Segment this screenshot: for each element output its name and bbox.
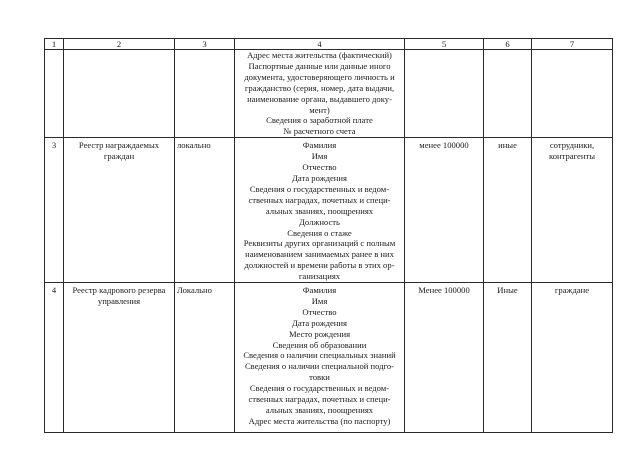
- row-4-number: 4: [45, 283, 64, 433]
- header-cell-3: 3: [175, 39, 235, 50]
- continuation-cell-1: [45, 50, 64, 138]
- text-line: Имя: [311, 151, 328, 162]
- text-line: управления: [97, 295, 141, 306]
- row-3-subjects: [532, 138, 613, 283]
- text-line: ганизациях: [298, 271, 341, 282]
- text-line: Отчество: [302, 162, 337, 173]
- row-4-data-fields: [235, 283, 405, 433]
- text-line: Имя: [311, 295, 328, 306]
- row-4-subject-count: Менее 100000: [405, 283, 484, 433]
- row-3-data-fields: [235, 138, 405, 283]
- text-line: Место рождения: [288, 328, 351, 339]
- text-line: ственных наградах, почетных и специ-: [248, 194, 391, 205]
- text-line: Сведения о государственных и ведом-: [249, 183, 390, 194]
- text-line: Дата рождения: [292, 172, 347, 183]
- row-4-subjects: [532, 283, 613, 433]
- row-3-category: иные: [484, 138, 532, 283]
- text-line: граждан: [103, 151, 135, 162]
- header-cell-6: 6: [484, 39, 532, 50]
- text-line: наименованием занимаемых ранее в них: [245, 249, 394, 260]
- text-line: Дата рождения: [292, 317, 347, 328]
- text-line: ственных наградах, почетных и специ-: [248, 394, 391, 405]
- text-line: Реестр кадрового резерва: [72, 285, 166, 296]
- text-line: Должность: [299, 216, 340, 227]
- text-line: товки: [309, 372, 330, 383]
- text-line: № расчетного счета: [283, 126, 356, 137]
- header-cell-1: 1: [45, 39, 64, 50]
- text-line: сотрудники,: [549, 140, 595, 151]
- text-line: Фамилия: [302, 140, 337, 151]
- text-line: Реестр награждаемых: [78, 140, 160, 151]
- text-line: документа, удостоверяющего личность и: [244, 71, 395, 82]
- row-3-subject-count: менее 100000: [405, 138, 484, 283]
- header-cell-2: 2: [64, 39, 175, 50]
- row-4-registry-name: [64, 283, 175, 433]
- continuation-cell-6: [484, 50, 532, 138]
- continuation-cell-2: [64, 50, 175, 138]
- header-cell-4: 4: [235, 39, 405, 50]
- text-line: Фамилия: [302, 285, 337, 296]
- text-line: Адрес места жительства (фактический): [247, 50, 392, 60]
- text-line: Сведения об образовании: [272, 339, 367, 350]
- text-line: должностей и времени работы в этих ор-: [244, 260, 395, 271]
- text-line: Реквизиты других организаций с полным: [243, 238, 396, 249]
- text-line: гражданство (серия, номер, дата выдачи,: [244, 82, 395, 93]
- row-4-category: Иные: [484, 283, 532, 433]
- text-line: Адрес места жительства (по паспорту): [248, 415, 391, 426]
- text-line: Сведения о наличии специальной подго-: [244, 361, 395, 372]
- table-row-3: [45, 138, 613, 283]
- column-number-header-row: [45, 39, 613, 50]
- continuation-cell-7: [532, 50, 613, 138]
- data-registry-table: [44, 38, 613, 433]
- row-3-registry-name: [64, 138, 175, 283]
- text-line: альных званиях, поощрениях: [265, 405, 374, 415]
- row-3-processing: локально: [175, 138, 235, 283]
- text-line: Отчество: [302, 306, 337, 317]
- continuation-data-fields: [235, 50, 405, 138]
- table-row-continuation: [45, 50, 613, 138]
- header-cell-7: 7: [532, 39, 613, 50]
- continuation-cell-5: [405, 50, 484, 138]
- header-cell-5: 5: [405, 39, 484, 50]
- text-line: Сведения о государственных и ведом-: [249, 383, 390, 394]
- text-line: мент): [309, 104, 330, 115]
- text-line: наименование органа, выдавшего доку-: [247, 93, 392, 104]
- text-line: контрагенты: [549, 151, 595, 162]
- continuation-cell-3: [175, 50, 235, 138]
- row-3-number: 3: [45, 138, 64, 283]
- text-line: Сведения о стаже: [287, 227, 352, 238]
- text-line: Сведения о заработной плате: [266, 115, 373, 126]
- text-line: граждане: [554, 285, 590, 296]
- table-row-4: [45, 283, 613, 433]
- text-line: Паспортные данные или данные иного: [248, 60, 391, 71]
- text-line: альных званиях, поощрениях: [265, 205, 374, 216]
- row-4-processing: Локально: [175, 283, 235, 433]
- text-line: Сведения о наличии специальных знаний: [243, 350, 396, 361]
